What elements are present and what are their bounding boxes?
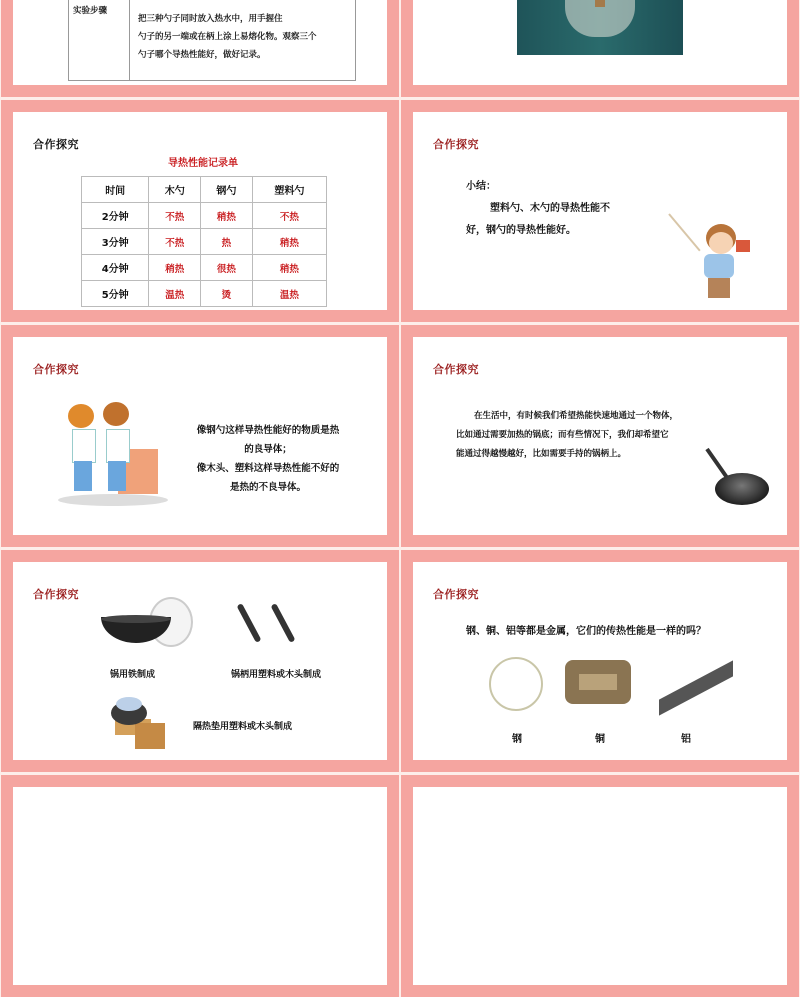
trivet-image <box>105 697 185 747</box>
text-line: 比如通过需要加热的锅底；而有些情况下，我们却希望它 <box>456 430 669 440</box>
record-table <box>81 176 327 307</box>
cell-value: 温热 <box>252 281 326 307</box>
table-row <box>82 229 327 255</box>
caption-trivet: 隔热垫用塑料或木头制成 <box>193 722 293 732</box>
cell-value: 稍热 <box>252 255 326 281</box>
wok-image <box>703 449 773 509</box>
steel-ring-image <box>489 657 543 711</box>
text-line: 是热的不良导体。 <box>229 482 306 493</box>
header-steel: 钢勺 <box>201 177 253 203</box>
slide-experiment-photo[interactable] <box>401 0 799 97</box>
table-row <box>82 281 327 307</box>
slide-record-table[interactable] <box>1 100 399 322</box>
table-title: 导热性能记录单 <box>168 158 238 169</box>
text-line: 像钢勺这样导热性能好的物质是热 <box>196 425 340 436</box>
metal-label-copper: 铜 <box>595 734 605 745</box>
slide-experiment-steps[interactable] <box>1 0 399 97</box>
slide-metals[interactable] <box>401 550 799 772</box>
caption-pot: 锅用铁制成 <box>110 670 156 680</box>
cup-photo <box>517 0 683 55</box>
metal-label-aluminum: 铝 <box>681 734 691 745</box>
cell-value: 热 <box>201 229 253 255</box>
cell-value: 不热 <box>149 229 201 255</box>
cell-time: 4分钟 <box>82 255 149 281</box>
copper-plaque-image <box>565 660 631 704</box>
cell-value: 不热 <box>149 203 201 229</box>
cell-value: 不热 <box>252 203 326 229</box>
text-line: 像木头、塑料这样导热性能不好的 <box>196 463 340 474</box>
pot-image <box>91 597 191 657</box>
header-time: 时间 <box>82 177 149 203</box>
slide-title: 合作探究 <box>433 363 479 376</box>
step-line: 勺子哪个导热性能好，做好记录。 <box>138 50 266 60</box>
cell-value: 稍热 <box>201 203 253 229</box>
slide-partial-bottom-right[interactable] <box>401 775 799 997</box>
metal-label-steel: 钢 <box>512 734 522 745</box>
cell-time: 3分钟 <box>82 229 149 255</box>
header-plastic: 塑料勺 <box>252 177 326 203</box>
slide-pot-materials[interactable] <box>1 550 399 772</box>
handles-image <box>238 602 318 652</box>
step-line: 勺子的另一端或在柄上涂上易熔化物。观察三个 <box>138 32 317 42</box>
students-illustration <box>58 399 168 509</box>
text-line: 能通过得越慢越好，比如需要手持的锅柄上。 <box>456 449 627 459</box>
cell-value: 稍热 <box>149 255 201 281</box>
caption-handle: 锅柄用塑料或木头制成 <box>231 670 322 680</box>
slide-summary[interactable] <box>401 100 799 322</box>
text-line: 在生活中，有时候我们希望热能快速地通过一个物体， <box>474 411 679 421</box>
slide-title: 合作探究 <box>33 363 79 376</box>
summary-line: 好，钢勺的导热性能好。 <box>466 225 576 236</box>
cell-value: 很热 <box>201 255 253 281</box>
cell-value: 烫 <box>201 281 253 307</box>
slide-title: 合作探究 <box>33 138 79 151</box>
aluminum-channel-image <box>659 662 729 708</box>
question: 钢、铜、铝等都是金属，它们的传热性能是一样的吗？ <box>466 626 706 637</box>
cell-time: 2分钟 <box>82 203 149 229</box>
slide-title: 合作探究 <box>33 588 79 601</box>
summary-line: 塑料勺、木勺的导热性能不 <box>490 203 610 214</box>
cell-time: 5分钟 <box>82 281 149 307</box>
table-row <box>82 203 327 229</box>
slide-conductors[interactable] <box>1 325 399 547</box>
slide-partial-bottom-left[interactable] <box>1 775 399 997</box>
teacher-illustration <box>668 214 758 304</box>
steps-label: 实验步骤 <box>69 0 130 81</box>
text-line: 的良导体； <box>244 444 292 455</box>
step-line: 把三种勺子同时放入热水中，用手握住 <box>138 14 283 24</box>
table-row <box>82 255 327 281</box>
cell-value: 稍热 <box>252 229 326 255</box>
cell-value: 温热 <box>149 281 201 307</box>
experiment-table <box>68 0 356 81</box>
slide-daily-life[interactable] <box>401 325 799 547</box>
header-wood: 木勺 <box>149 177 201 203</box>
slide-title: 合作探究 <box>433 138 479 151</box>
slide-title: 合作探究 <box>433 588 479 601</box>
summary-label: 小结： <box>466 181 496 192</box>
